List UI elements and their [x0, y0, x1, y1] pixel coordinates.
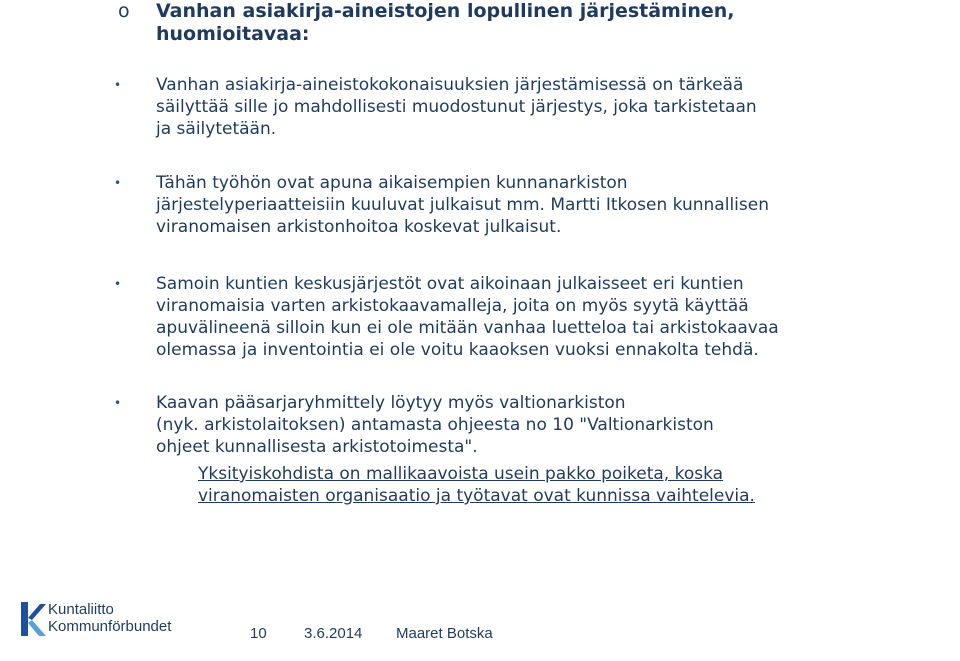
bullet-dot-icon: • — [114, 78, 122, 92]
underlined-note: Yksityiskohdista on mallikaavoista usein pakko poiketa, koska viranomaisten organisaatio ja työtavat ovat kunnissa vaihtelevia. — [198, 464, 755, 506]
bullet-dot-icon: • — [114, 277, 122, 291]
footer-date: 3.6.2014 — [304, 625, 363, 642]
bullet-dot-icon: • — [114, 176, 122, 190]
bullet-text: Vanhan asiakirja-aineistokokonaisuuksien järjestämisessä on tärkeää säilyttää sille jo mahdollisesti muodostunut järjestys, joka tarkistetaan ja säilytetään. — [156, 75, 757, 139]
kuntaliitto-logo — [18, 598, 188, 640]
bullet-dot-icon: • — [114, 396, 122, 410]
heading-marker: o — [118, 0, 130, 22]
logo-line-1: Kuntaliitto — [48, 601, 114, 618]
footer-page-number: 10 — [250, 625, 267, 642]
bullet-text: Kaavan pääsarjaryhmittely löytyy myös valtionarkiston (nyk. arkistolaitoksen) antamasta ohjeesta no 10 "Valtionarkiston ohjeet kunnallisesta arkistotoimesta". — [156, 393, 714, 457]
logo-wordmark — [48, 601, 171, 635]
bullet-text: Samoin kuntien keskusjärjestöt ovat aikoinaan julkaisseet eri kuntien viranomaisia varten arkistokaavamalleja, joita on myös syytä käyttää apuvälineenä silloin kun ei ole mitään vanhaa luetteloa tai arkistokaavaa olemassa ja inventointia ei ole voitu kaaoksen vuoksi ennakolta tehdä. — [156, 274, 779, 360]
heading-text: Vanhan asiakirja-aineistojen lopullinen järjestäminen, huomioitavaa: — [156, 0, 735, 45]
footer-author: Maaret Botska — [396, 625, 493, 642]
bullet-text: Tähän työhön ovat apuna aikaisempien kunnanarkiston järjestelyperiaatteisiin kuuluvat julkaisut mm. Martti Itkosen kunnallisen viranomaisen arkistonhoitoa koskevat julkaisut. — [156, 173, 769, 237]
kuntaliitto-logo-icon — [18, 598, 48, 640]
logo-line-2: Kommunförbundet — [48, 618, 172, 635]
